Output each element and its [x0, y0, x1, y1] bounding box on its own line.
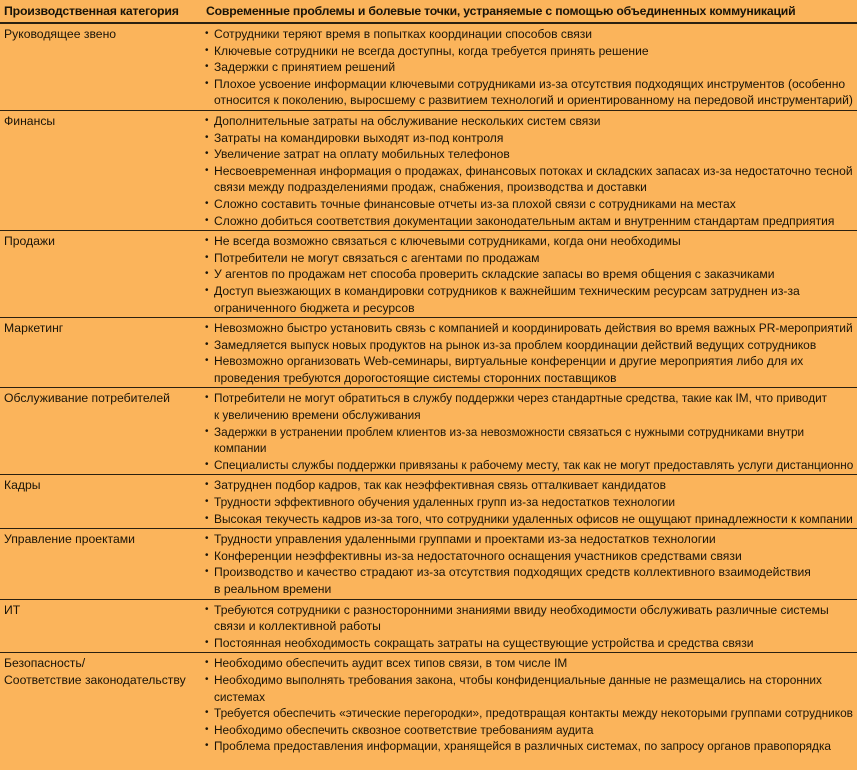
- problem-text: связи и коллективной работы: [214, 619, 381, 634]
- problem-item: [204, 564, 855, 597]
- problem-item: [204, 337, 857, 354]
- problems-cell: [204, 390, 857, 473]
- bullet-icon: •: [205, 673, 209, 685]
- problem-item: [204, 196, 857, 213]
- problem-text: Требуются сотрудники с разносторонними знаниями ввиду необходимости обслуживать различные системы: [214, 602, 829, 617]
- problem-text: связи между подразделениями продаж, снабжения, производства и доставки: [214, 180, 647, 195]
- table-row: [0, 318, 857, 388]
- problem-text: Доступ выезжающих в командировки сотрудников к важнейшим техническим ресурсам затруднен из-за: [214, 283, 800, 298]
- problem-text: Не всегда возможно связаться с ключевыми сотрудниками, когда они необходимы: [214, 234, 681, 249]
- problem-text: Ключевые сотрудники не всегда доступны, когда требуется принять решение: [214, 43, 649, 58]
- bullet-icon: •: [205, 603, 209, 615]
- problems-cell: [204, 531, 857, 597]
- problem-text: Проблема предоставления информации, хранящейся в различных системах, по запросу органов правопорядка: [214, 739, 832, 754]
- bullet-icon: •: [205, 740, 209, 752]
- problem-text: Трудности управления удаленными группами и проектами из-за недостатков технологии: [214, 532, 716, 547]
- problem-text: Замедляется выпуск новых продуктов на рынок из-за проблем координации действий ведущих сотрудников: [214, 337, 817, 352]
- problem-item: [204, 722, 857, 739]
- bullet-icon: •: [205, 458, 209, 470]
- problem-item: [204, 635, 855, 652]
- problem-item: [204, 43, 857, 60]
- category-cell: [0, 26, 204, 109]
- problem-item: [204, 602, 855, 635]
- bullet-icon: •: [205, 566, 209, 578]
- bullet-icon: •: [205, 636, 209, 648]
- problem-item: [204, 655, 857, 672]
- problem-text: Конференции неэффективны из-за недостаточного оснащения участников средствами связи: [214, 548, 742, 563]
- table-body: [0, 24, 857, 756]
- category-label: Управление проектами: [4, 532, 135, 547]
- problem-item: [204, 113, 857, 130]
- problem-text: Невозможно быстро установить связь с компанией и координировать действия во время важных PR-мероприятий: [214, 321, 853, 336]
- problem-text: Потребители не могут обратиться в службу поддержки через стандартные средства, такие как IM, что приводит: [214, 391, 828, 406]
- bullet-icon: •: [205, 114, 209, 126]
- problem-text: Затруднен подбор кадров, так как неэффективная связь отталкивает кандидатов: [214, 478, 666, 493]
- bullet-icon: •: [205, 549, 209, 561]
- bullet-icon: •: [205, 338, 209, 350]
- problem-text: компании: [214, 441, 267, 456]
- problem-text: Сложно составить точные финансовые отчеты из-за плохой связи с сотрудниками на местах: [214, 196, 736, 211]
- problem-text: Необходимо обеспечить аудит всех типов связи, в том числе IM: [214, 656, 568, 671]
- bullet-icon: •: [205, 479, 209, 491]
- problem-text: Дополнительные затраты на обслуживание нескольких систем связи: [214, 113, 601, 128]
- table-row: [0, 24, 857, 111]
- bullet-icon: •: [205, 148, 209, 160]
- problem-item: [204, 390, 857, 423]
- problem-item: [204, 705, 857, 722]
- category-label: Продажи: [4, 234, 55, 249]
- bullet-icon: •: [205, 533, 209, 545]
- category-cell: [0, 477, 204, 527]
- problem-text: Специалисты службы поддержки привязаны к рабочему месту, так как не могут предоставлять услуги дистанционно: [214, 457, 854, 472]
- header-problems: Современные проблемы и болевые точки, устраняемые с помощью объединенных коммуникаций: [205, 4, 796, 18]
- problem-text: Невозможно организовать Web-семинары, виртуальные конференции и другие мероприятия либо для их: [214, 354, 804, 369]
- problem-item: [204, 163, 857, 196]
- problems-cell: [204, 655, 857, 755]
- category-label: Финансы: [4, 113, 56, 128]
- problem-text: Сложно добиться соответствия документации законодательным актам и внутренним стандартам предприятия: [214, 213, 835, 228]
- category-label: Обслуживание потребителей: [4, 391, 170, 406]
- problem-item: [204, 250, 855, 267]
- table-row: [0, 529, 857, 599]
- header-category: Производственная категория: [4, 4, 179, 18]
- bullet-icon: •: [205, 322, 209, 334]
- problem-item: [204, 320, 857, 337]
- problem-item: [204, 26, 857, 43]
- category-label: Безопасность/: [4, 656, 86, 671]
- problems-cell: [204, 477, 857, 527]
- category-cell: [0, 113, 204, 229]
- problem-item: [204, 266, 855, 283]
- problem-text: ограниченного бюджета и ресурсов: [214, 300, 415, 315]
- bullet-icon: •: [205, 61, 209, 73]
- problem-text: Трудности эффективного обучения удаленных групп из-за недостатков технологии: [214, 495, 676, 510]
- problem-item: [204, 353, 857, 386]
- bullet-icon: •: [205, 284, 209, 296]
- bullet-icon: •: [205, 164, 209, 176]
- problem-text: Потребители не могут связаться с агентами по продажам: [214, 250, 540, 265]
- category-cell: [0, 233, 204, 316]
- bullet-icon: •: [205, 235, 209, 247]
- problem-text: проведения требуются дорогостоящие системы сторонних поставщиков: [214, 370, 617, 385]
- problem-item: [204, 531, 855, 548]
- problem-item: [204, 76, 857, 109]
- problem-text: Высокая текучесть кадров из-за того, что сотрудники удаленных офисов не ощущают принадлежности к компании: [214, 511, 853, 526]
- category-label: Соответствие законодательству: [4, 672, 186, 687]
- category-label: Маркетинг: [4, 321, 64, 336]
- problem-item: [204, 59, 857, 76]
- problem-text: Постоянная необходимость сокращать затраты на существующие устройства и средства связи: [214, 635, 754, 650]
- problem-item: [204, 130, 857, 147]
- bullet-icon: •: [205, 425, 209, 437]
- bullet-icon: •: [205, 392, 209, 404]
- problem-text: Несвоевременная информация о продажах, финансовых потоках и складских запасах из-за недостаточно тесной: [214, 163, 853, 178]
- bullet-icon: •: [205, 707, 209, 719]
- table-row: [0, 111, 857, 231]
- problem-text: Необходимо выполнять требования закона, чтобы конфиденциальные данные не размещались на сторонних: [214, 672, 822, 687]
- bullet-icon: •: [205, 28, 209, 39]
- category-cell: [0, 655, 204, 755]
- problem-text: Затраты на командировки выходят из-под контроля: [214, 130, 504, 145]
- problem-text: к увеличению времени обслуживания: [214, 408, 421, 423]
- problem-item: [204, 672, 857, 705]
- problem-item: [204, 494, 857, 511]
- table-row: [0, 475, 857, 529]
- category-label: Кадры: [4, 478, 41, 493]
- bullet-icon: •: [205, 44, 209, 56]
- bullet-icon: •: [205, 723, 209, 735]
- problem-text: Сотрудники теряют время в попытках координации способов связи: [214, 27, 593, 41]
- table-row: [0, 231, 857, 318]
- problem-text: системах: [214, 689, 266, 704]
- problem-text: Требуется обеспечить «этические перегородки», предотвращая контакты между некоторыми группами сотрудников: [214, 706, 853, 721]
- problem-item: [204, 424, 857, 457]
- problem-text: Задержки с принятием решений: [214, 60, 396, 75]
- problem-text: Необходимо обеспечить сквозное соответствие требованиям аудита: [214, 722, 594, 737]
- bullet-icon: •: [205, 77, 209, 89]
- category-cell: [0, 602, 204, 652]
- problem-item: [204, 233, 855, 250]
- bullet-icon: •: [205, 214, 209, 226]
- bullet-icon: •: [205, 355, 209, 367]
- problem-text: Плохое усвоение информации ключевыми сотрудниками из-за отсутствия подходящих инструментов (особенно: [214, 76, 846, 91]
- problems-cell: [204, 113, 857, 229]
- table-row: [0, 653, 857, 756]
- problems-cell: [204, 233, 857, 316]
- problem-item: [204, 738, 857, 755]
- bullet-icon: •: [205, 496, 209, 508]
- category-cell: [0, 390, 204, 473]
- table-row: [0, 388, 857, 475]
- problem-item: [204, 283, 855, 316]
- problem-text: Задержки в устранении проблем клиентов из-за невозможности связаться с нужными сотрудниками внутри: [214, 424, 805, 439]
- problem-item: [204, 477, 857, 494]
- problem-item: [204, 213, 857, 230]
- problems-cell: [204, 320, 857, 386]
- bullet-icon: •: [205, 657, 209, 669]
- table-row: [0, 600, 857, 654]
- problem-item: [204, 146, 857, 163]
- problem-text: Производство и качество страдают из-за отсутствия подходящих средств коллективного взаимодействия: [214, 565, 811, 580]
- category-cell: [0, 531, 204, 597]
- category-cell: [0, 320, 204, 386]
- problems-cell: [204, 26, 857, 109]
- problems-cell: [204, 602, 857, 652]
- bullet-icon: •: [205, 268, 209, 280]
- category-label: Руководящее звено: [4, 27, 117, 41]
- category-label: ИТ: [4, 602, 21, 617]
- problem-text: У агентов по продажам нет способа проверить складские запасы во время общения с заказчиками: [214, 267, 775, 282]
- bullet-icon: •: [205, 512, 209, 524]
- problem-text: Увеличение затрат на оплату мобильных телефонов: [214, 147, 510, 162]
- problem-item: [204, 457, 857, 474]
- bullet-icon: •: [205, 131, 209, 143]
- problem-text: относится к поколению, выросшему с развитием технологий и ориентированному на передовой инструментарий): [214, 93, 853, 108]
- problem-text: в реальном времени: [214, 582, 332, 596]
- bullet-icon: •: [205, 251, 209, 263]
- problem-item: [204, 511, 857, 528]
- problem-item: [204, 548, 855, 565]
- bullet-icon: •: [205, 197, 209, 209]
- table-header: [0, 0, 857, 24]
